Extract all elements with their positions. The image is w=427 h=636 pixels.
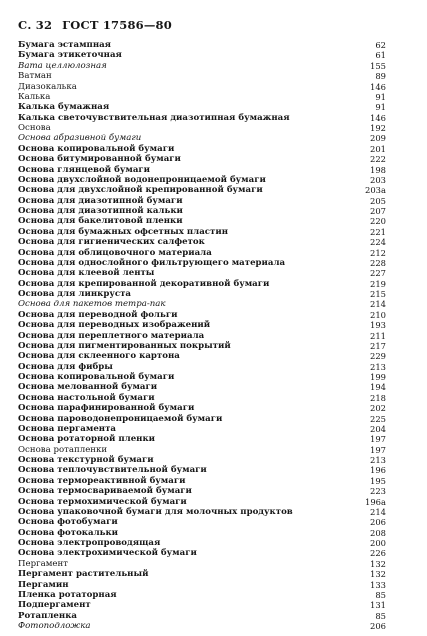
index-entry bbox=[18, 289, 386, 299]
index-page-number: 197 bbox=[370, 434, 386, 445]
index-page-number: 133 bbox=[370, 579, 386, 590]
index-page-number: 85 bbox=[375, 589, 386, 600]
index-page-number: 214 bbox=[370, 506, 386, 517]
index-page-number: 91 bbox=[375, 102, 386, 113]
index-entry bbox=[18, 227, 386, 237]
page-number: С. 32 bbox=[18, 18, 53, 32]
index-entry bbox=[18, 497, 386, 507]
index-page-number: 199 bbox=[370, 372, 386, 382]
index-page-number: 132 bbox=[370, 569, 386, 580]
index-entry bbox=[18, 123, 386, 133]
index-term: Основа для клеевой ленты bbox=[18, 268, 155, 279]
index-entry bbox=[18, 600, 386, 610]
index-page-number: 217 bbox=[370, 340, 386, 351]
index-entry bbox=[18, 424, 386, 434]
index-term: Основа bbox=[18, 123, 51, 133]
index-page-number: 220 bbox=[370, 216, 386, 227]
index-entry bbox=[18, 92, 386, 102]
index-entry bbox=[18, 559, 386, 569]
index-term: Основа настольной бумаги bbox=[18, 392, 155, 403]
index-page-number: 155 bbox=[370, 60, 386, 71]
index-page-number: 218 bbox=[370, 392, 386, 403]
index-entry bbox=[18, 144, 386, 154]
index-entry bbox=[18, 569, 386, 579]
index-entry bbox=[18, 71, 386, 81]
index-term: Калька бумажная bbox=[18, 102, 110, 113]
index-term: Основа термохимической бумаги bbox=[18, 496, 187, 507]
index-term: Основа битумированной бумаги bbox=[18, 154, 181, 165]
index-entry bbox=[18, 154, 386, 164]
index-term: Основа для гигиенических салфеток bbox=[18, 237, 205, 248]
index-page-number: 225 bbox=[370, 413, 386, 424]
index-term: Основа для склеенного картона bbox=[18, 351, 180, 362]
index-page-number: 193 bbox=[370, 320, 386, 331]
index-page-number: 196а bbox=[365, 496, 386, 507]
index-term: Основа для переводной фольги bbox=[18, 309, 178, 320]
index-entry bbox=[18, 445, 386, 455]
index-page-number: 211 bbox=[370, 330, 386, 341]
index-page-number: 62 bbox=[375, 40, 386, 50]
index-page-number: 207 bbox=[370, 206, 386, 216]
index-term: Пергамент растительный bbox=[18, 569, 149, 580]
index-term: Основа абразивной бумаги bbox=[18, 133, 142, 144]
index-page-number: 61 bbox=[375, 50, 386, 61]
index-page-number: 206 bbox=[370, 517, 386, 528]
index-term: Фотоподложка bbox=[18, 621, 91, 631]
index-page-number: 203 bbox=[370, 174, 386, 185]
index-page-number: 229 bbox=[370, 351, 386, 362]
index-page-number: 131 bbox=[370, 600, 386, 611]
index-entry bbox=[18, 258, 386, 268]
index-entry bbox=[18, 403, 386, 413]
index-entry bbox=[18, 133, 386, 143]
index-term: Основа для бумажных офсетных пластин bbox=[18, 226, 229, 237]
index-entry bbox=[18, 196, 386, 206]
index-term: Основа для двухслойной крепированной бумаги bbox=[18, 185, 263, 196]
index-list bbox=[18, 40, 386, 631]
index-page-number: 227 bbox=[370, 268, 386, 279]
index-entry bbox=[18, 248, 386, 258]
index-page-number: 132 bbox=[370, 558, 386, 569]
index-page-number: 146 bbox=[370, 81, 386, 92]
index-term: Основа электропроводящая bbox=[18, 538, 161, 548]
index-entry bbox=[18, 621, 386, 631]
index-term: Основа двухслойной водонепроницаемой бумаги bbox=[18, 174, 266, 185]
index-page-number: 89 bbox=[375, 71, 386, 82]
index-entry bbox=[18, 206, 386, 216]
index-entry bbox=[18, 175, 386, 185]
index-page-number: 215 bbox=[370, 289, 386, 299]
index-page-number: 200 bbox=[370, 538, 386, 548]
index-entry bbox=[18, 216, 386, 226]
index-term: Основа пергамента bbox=[18, 423, 116, 434]
index-entry bbox=[18, 517, 386, 527]
index-page-number: 222 bbox=[370, 154, 386, 165]
index-page-number: 226 bbox=[370, 548, 386, 559]
index-page-number: 204 bbox=[370, 423, 386, 434]
index-page-number: 146 bbox=[370, 112, 386, 123]
index-entry bbox=[18, 320, 386, 330]
index-term: Основа для пигментированных покрытий bbox=[18, 340, 231, 351]
index-term: Основа парафинированной бумаги bbox=[18, 403, 195, 414]
index-page-number: 194 bbox=[370, 382, 386, 393]
index-term: Основа для пакетов тетра-пак bbox=[18, 299, 166, 310]
index-entry bbox=[18, 382, 386, 392]
index-page-number: 196 bbox=[370, 465, 386, 476]
index-page-number: 208 bbox=[370, 527, 386, 538]
page-header bbox=[18, 18, 172, 32]
index-page-number: 202 bbox=[370, 403, 386, 414]
index-term: Основа ротаторной пленки bbox=[18, 434, 156, 445]
index-entry bbox=[18, 61, 386, 71]
index-entry bbox=[18, 185, 386, 195]
index-page-number: 213 bbox=[370, 361, 386, 372]
index-term: Основа для линкруста bbox=[18, 289, 131, 299]
index-entry bbox=[18, 341, 386, 351]
index-entry bbox=[18, 362, 386, 372]
index-term: Пленка ротаторная bbox=[18, 589, 117, 600]
index-entry bbox=[18, 113, 386, 123]
index-entry bbox=[18, 40, 386, 50]
index-entry bbox=[18, 538, 386, 548]
index-term: Основа копировальной бумаги bbox=[18, 143, 175, 154]
index-page-number: 192 bbox=[370, 123, 386, 133]
index-entry bbox=[18, 455, 386, 465]
index-page-number: 224 bbox=[370, 237, 386, 248]
index-entry bbox=[18, 372, 386, 382]
index-term: Основа пароводонепроницаемой бумаги bbox=[18, 413, 223, 424]
index-page-number: 195 bbox=[370, 475, 386, 486]
index-page-number: 209 bbox=[370, 133, 386, 144]
index-entry bbox=[18, 434, 386, 444]
index-term: Основа теплочувствительной бумаги bbox=[18, 465, 207, 476]
index-term: Основа ротапленки bbox=[18, 444, 108, 455]
standard-code: ГОСТ 17586—80 bbox=[62, 18, 172, 32]
index-term: Основа для переплетного материала bbox=[18, 330, 205, 341]
index-page-number: 201 bbox=[370, 143, 386, 154]
index-term: Основа глянцевой бумаги bbox=[18, 164, 151, 175]
index-entry bbox=[18, 486, 386, 496]
index-page-number: 223 bbox=[370, 486, 386, 497]
index-term: Диазокалька bbox=[18, 81, 77, 92]
index-term: Основа электрохимической бумаги bbox=[18, 548, 197, 559]
index-term: Основа упаковочной бумаги для молочных продуктов bbox=[18, 506, 293, 517]
index-term: Калька светочувствительная диазотипная бумажная bbox=[18, 112, 290, 123]
index-term: Основа для диазотипной бумаги bbox=[18, 195, 183, 206]
index-page-number: 85 bbox=[375, 610, 386, 621]
index-entry bbox=[18, 82, 386, 92]
index-term: Основа для крепированной декоративной бумаги bbox=[18, 278, 270, 289]
index-entry bbox=[18, 331, 386, 341]
index-entry bbox=[18, 268, 386, 278]
index-entry bbox=[18, 50, 386, 60]
index-page-number: 228 bbox=[370, 257, 386, 268]
index-page-number: 205 bbox=[370, 195, 386, 206]
index-page-number: 203а bbox=[365, 185, 386, 196]
index-page-number: 197 bbox=[370, 444, 386, 455]
index-term: Подпергамент bbox=[18, 600, 91, 611]
index-entry bbox=[18, 507, 386, 517]
index-term: Основа текстурной бумаги bbox=[18, 455, 154, 465]
index-entry bbox=[18, 414, 386, 424]
index-term: Основа для переводных изображений bbox=[18, 320, 211, 331]
index-term: Основа термореактивной бумаги bbox=[18, 475, 186, 486]
index-term: Основа для фибры bbox=[18, 361, 113, 372]
index-entry bbox=[18, 548, 386, 558]
index-term: Ватман bbox=[18, 71, 52, 82]
index-page-number: 219 bbox=[370, 278, 386, 289]
index-entry bbox=[18, 102, 386, 112]
index-entry bbox=[18, 165, 386, 175]
index-page-number: 221 bbox=[370, 226, 386, 237]
index-entry bbox=[18, 528, 386, 538]
index-entry bbox=[18, 465, 386, 475]
index-term: Основа мелованной бумаги bbox=[18, 382, 158, 393]
index-term: Основа для бакелитовой пленки bbox=[18, 216, 183, 227]
index-term: Бумага этикеточная bbox=[18, 50, 122, 61]
index-term: Основа для однослойного фильтрующего материала bbox=[18, 257, 286, 268]
index-term: Основа для диазотипной кальки bbox=[18, 206, 183, 216]
index-term: Основа для облицовочного материала bbox=[18, 247, 212, 258]
index-page-number: 212 bbox=[370, 247, 386, 258]
index-page-number: 214 bbox=[370, 299, 386, 310]
index-term: Пергамент bbox=[18, 558, 68, 569]
index-term: Бумага эстампная bbox=[18, 40, 112, 50]
index-entry bbox=[18, 279, 386, 289]
index-term: Вата целлюлозная bbox=[18, 60, 107, 71]
index-term: Калька bbox=[18, 91, 51, 102]
index-entry bbox=[18, 299, 386, 309]
index-term: Основа фотобумаги bbox=[18, 517, 118, 528]
index-page-number: 210 bbox=[370, 309, 386, 320]
index-term: Основа фотокальки bbox=[18, 527, 119, 538]
index-entry bbox=[18, 310, 386, 320]
index-page-number: 206 bbox=[370, 621, 386, 631]
index-entry bbox=[18, 351, 386, 361]
index-entry bbox=[18, 611, 386, 621]
index-page-number: 213 bbox=[370, 455, 386, 465]
index-entry bbox=[18, 393, 386, 403]
index-entry bbox=[18, 580, 386, 590]
index-term: Пергамин bbox=[18, 579, 69, 590]
index-term: Основа копировальной бумаги bbox=[18, 372, 175, 382]
index-page-number: 91 bbox=[375, 91, 386, 102]
index-term: Ротапленка bbox=[18, 610, 77, 621]
index-page-number: 198 bbox=[370, 164, 386, 175]
index-entry bbox=[18, 237, 386, 247]
index-entry bbox=[18, 476, 386, 486]
index-entry bbox=[18, 590, 386, 600]
index-term: Основа термосвариваемой бумаги bbox=[18, 486, 192, 497]
